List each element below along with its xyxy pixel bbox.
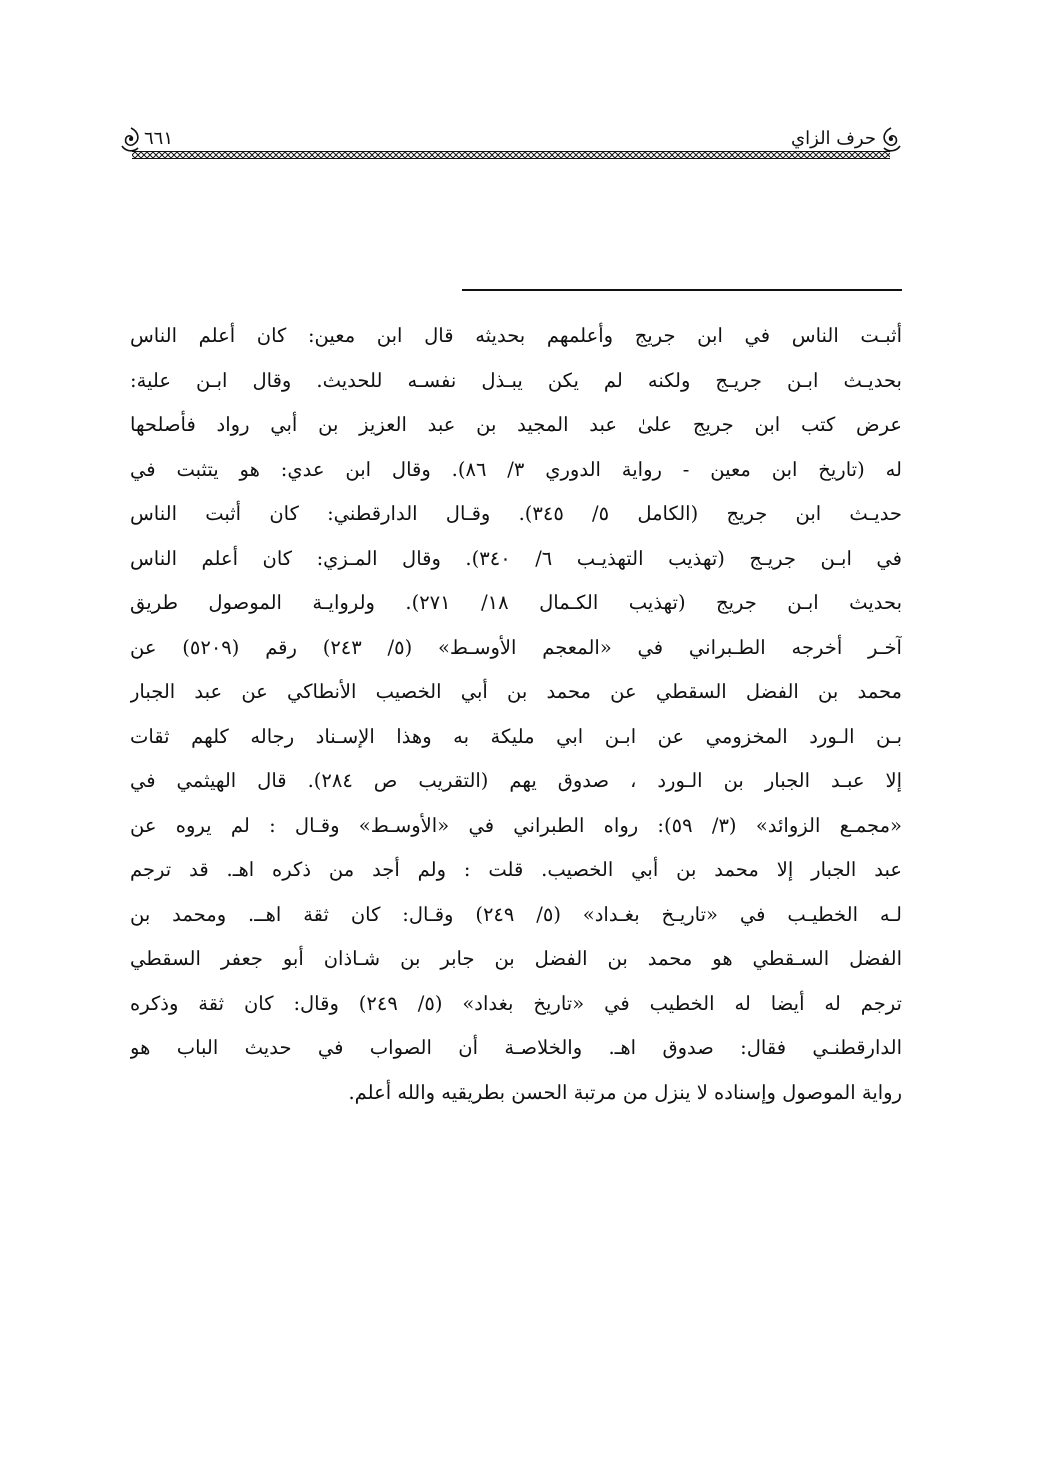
page-number: ٦٦١	[144, 128, 174, 149]
text-line: عبد الجبار إلا محمد بن أبي الخصيب. قلت : ولم أجد من ذكره اهـ. قد ترجم	[130, 858, 902, 881]
text-line: ترجم له أيضا له الخطيب في «تاريخ بغداد» (٥/ ٢٤٩) وقال: كان ثقة وذكره	[130, 991, 902, 1015]
text-line: لـه الخطيـب في «تاريـخ بغـداد» (٥/ ٢٤٩) وقـال: كان ثقة اهــ. ومحمد بن	[130, 902, 902, 926]
text-line: الدارقطنـي فقال: صدوق اهـ. والخلاصـة أن الصواب في حديث الباب هو	[130, 1036, 902, 1059]
text-line: بحديـث ابـن جريـج ولكنه لم يكن يبـذل نفسـه للحديث. وقال ابـن علية:	[130, 368, 902, 392]
page-header	[118, 126, 904, 158]
text-line: بحديث ابـن جريج (تهذيب الكـمال ١٨/ ٢٧١). ولروايـة الموصول طريق	[130, 591, 902, 614]
text-line: له (تاريخ ابن معين - رواية الدوري ٣/ ٨٦). وقال ابن عدي: هو يتثبت في	[130, 457, 902, 481]
text-line: رواية الموصول وإسناده لا ينزل من مرتبة الحسن بطريقيه والله أعلم.	[348, 1080, 902, 1104]
text-line: عرض كتب ابن جريج علىٰ عبد المجيد بن عبد العزيز بن أبي رواد فأصلحها	[130, 413, 902, 436]
text-line: «مجمـع الزوائد» (٣/ ٥٩): رواه الطبراني في «الأوسـط» وقـال : لم يروه عن	[130, 813, 902, 837]
header-title: حرف الزاي	[791, 128, 876, 149]
footnote-separator	[462, 289, 902, 291]
header-ornament-right-icon	[878, 126, 904, 154]
header-border-pattern	[132, 151, 890, 159]
text-line: في ابـن جريـج (تهذيب التهذيـب ٦/ ٣٤٠). وقال المـزي: كان أعلم الناس	[130, 546, 902, 570]
text-line: بـن الـورد المخزومي عن ابـن ابي مليكة به وهذا الإسـناد رجاله كلهم ثقات	[130, 724, 902, 748]
text-line: أثبـت الناس في ابن جريج وأعلمهم بحديثه قال ابن معين: كان أعلم الناس	[130, 324, 902, 347]
text-line: محمد بن الفضل السقطي عن محمد بن أبي الخصيب الأنطاكي عن عبد الجبار	[130, 680, 902, 703]
footnote-body	[130, 314, 902, 1115]
text-line: الفضل السـقطي هو محمد بن الفضل بن جابر بن شـاذان أبو جعفر السقطي	[130, 947, 902, 970]
text-line: إلا عبـد الجبار بن الـورد ، صدوق يهم (التقريب ص ٢٨٤). قال الهيثمي في	[130, 769, 902, 792]
header-ornament-left-icon	[118, 126, 144, 154]
text-line: آخـر أخرجه الطـبراني في «المعجم الأوسـط» (٥/ ٢٤٣) رقم (٥٢٠٩) عن	[130, 635, 902, 659]
text-line: حديـث ابن جريج (الكامل ٥/ ٣٤٥). وقـال الدارقطني: كان أثبت الناس	[130, 502, 902, 525]
